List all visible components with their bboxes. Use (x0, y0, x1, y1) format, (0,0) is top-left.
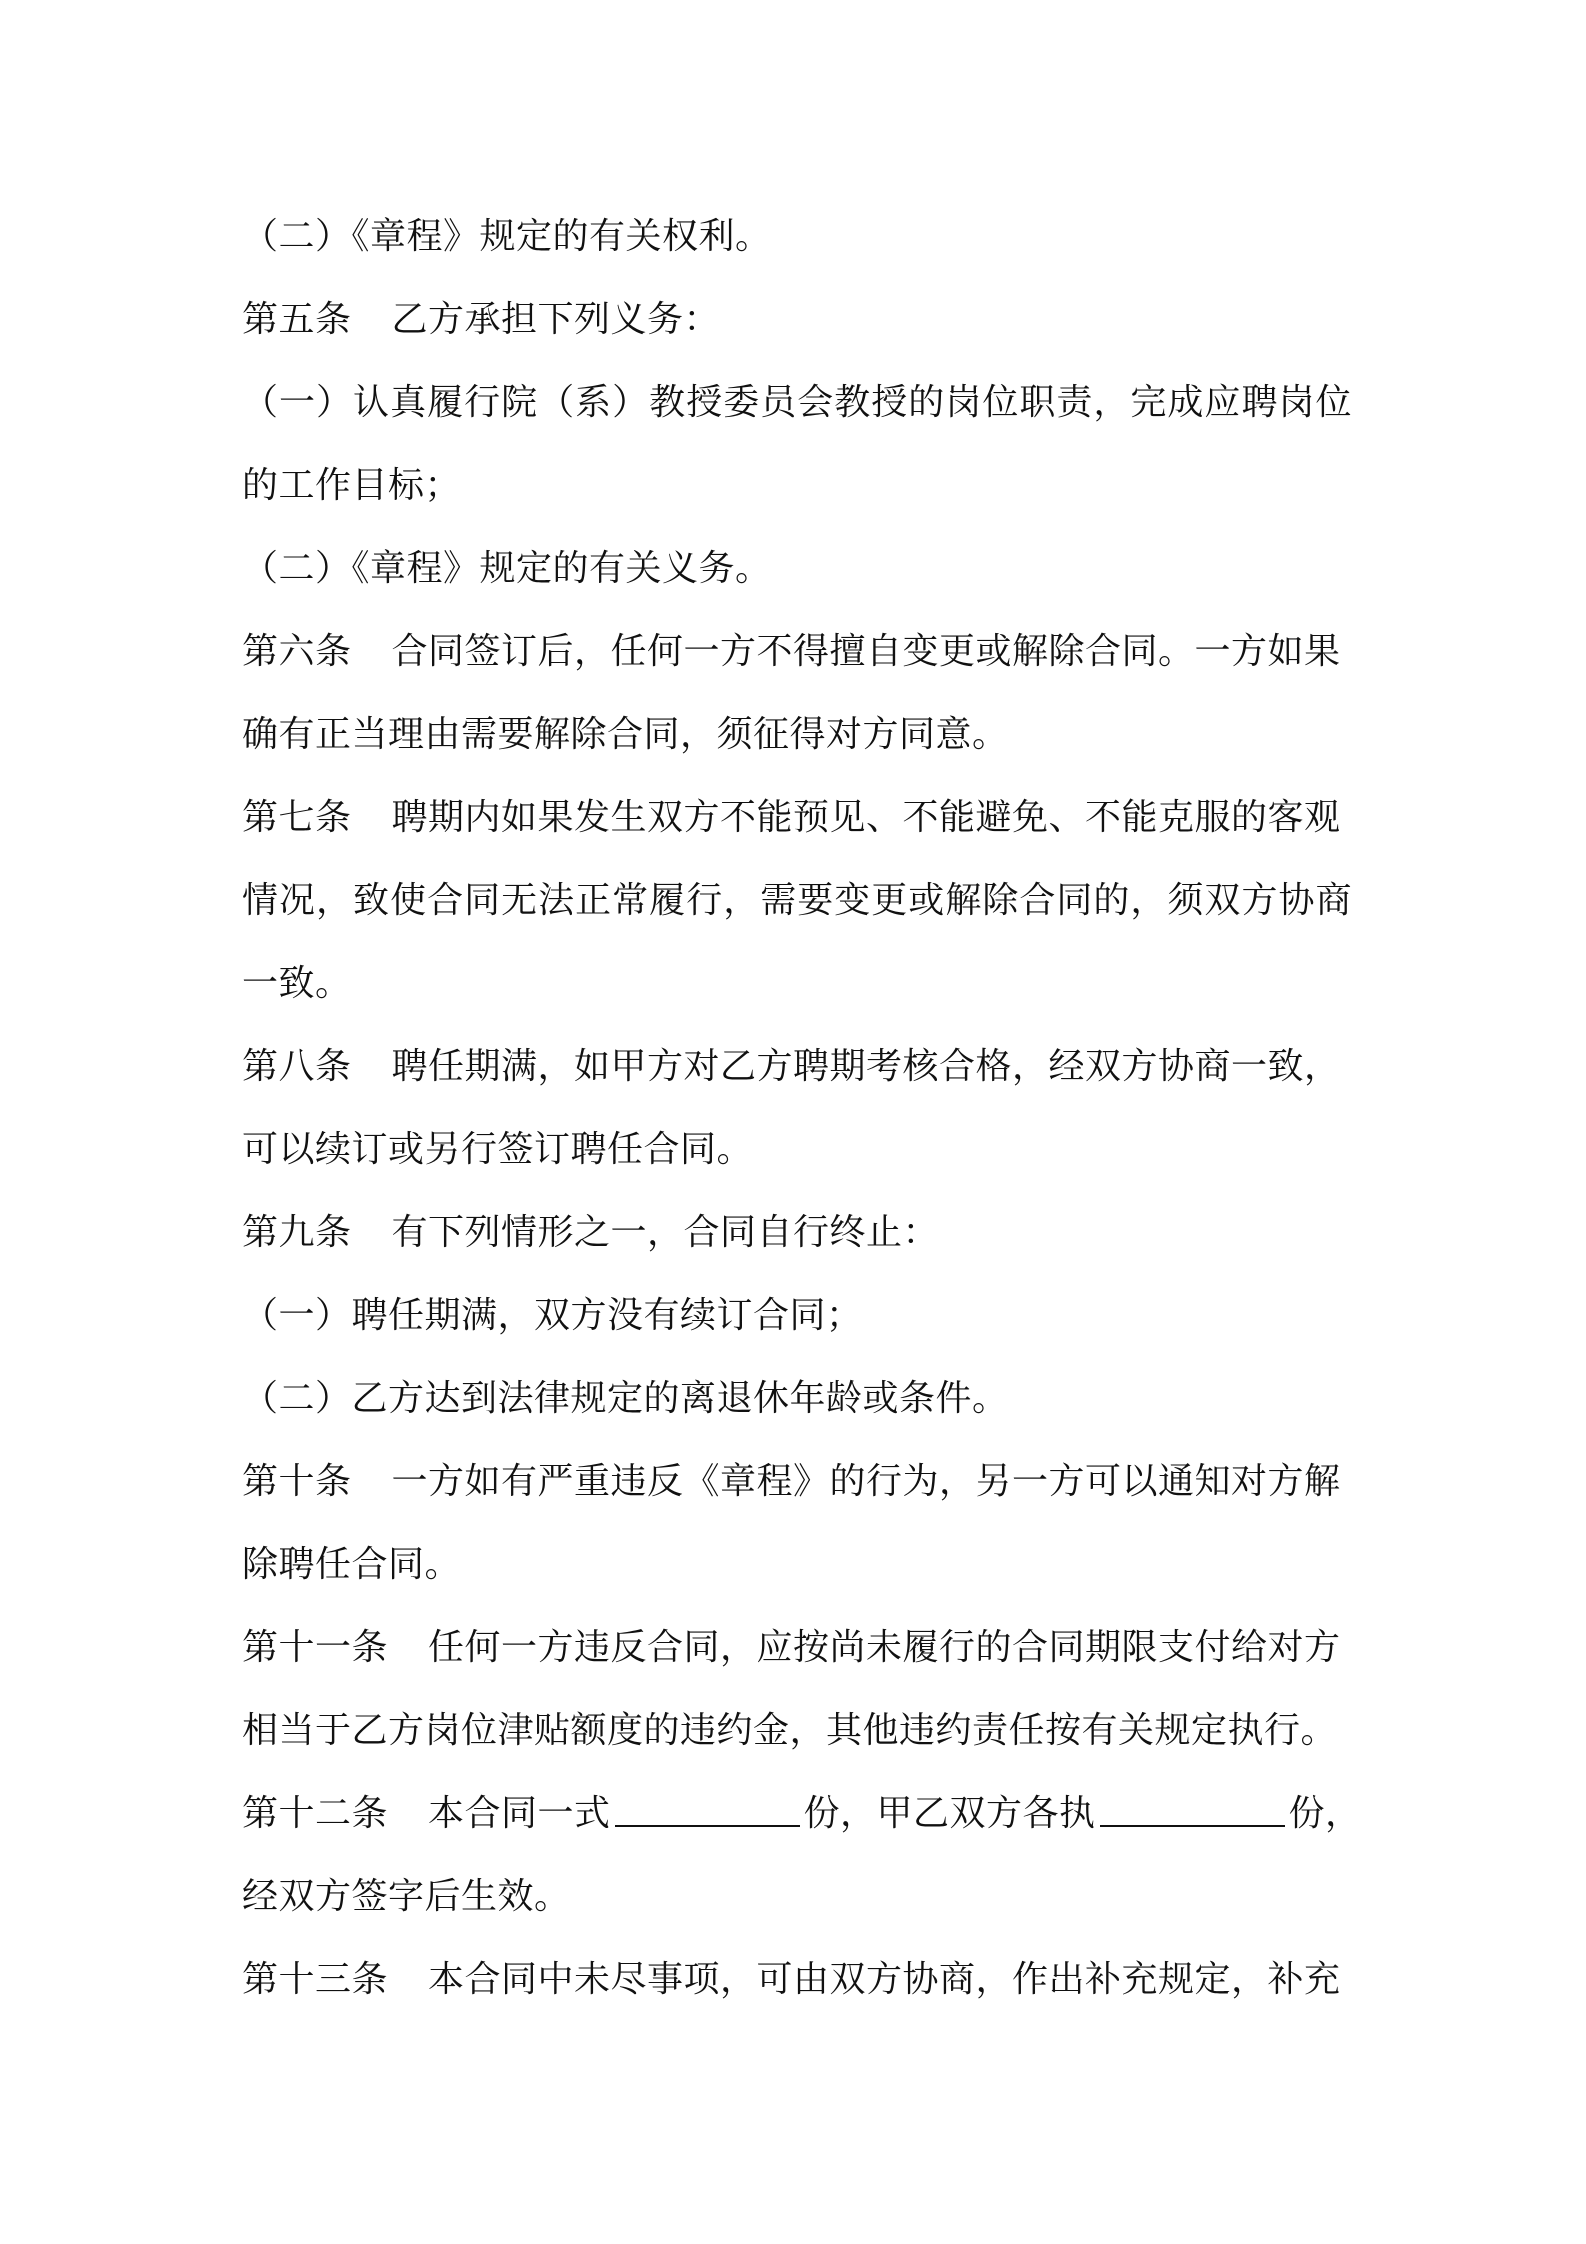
text-line (242, 1108, 1352, 1191)
article-number: 第十二条 (242, 1793, 389, 1834)
text-line (242, 942, 1352, 1025)
clause-text: 有下列情形之一，合同自行终止： (391, 1212, 940, 1253)
clause-text: 经双方签字后生效。 (242, 1876, 571, 1917)
text-line (242, 1689, 1352, 1772)
article-number: 第八条 (242, 1046, 352, 1087)
text-line (242, 610, 1352, 693)
clause-text: 的工作目标； (242, 465, 462, 506)
clause-text: 乙方承担下列义务： (391, 299, 721, 340)
text-line (242, 1440, 1352, 1523)
copies-blank-field (615, 1795, 800, 1827)
text-line (242, 361, 1352, 444)
text-line (242, 444, 1352, 527)
clause-text: （二）《章程》规定的有关义务。 (242, 548, 772, 589)
article-number: 第六条 (242, 631, 352, 672)
clause-text: （一）聘任期满，双方没有续订合同； (242, 1295, 863, 1336)
article-number: 第五条 (242, 299, 352, 340)
clause-text: 一致。 (242, 963, 352, 1004)
clause-text: 一方如有严重违反《章程》的行为，另一方可以通知对方解 (391, 1461, 1341, 1502)
article-number: 第九条 (242, 1212, 352, 1253)
article-number: 第十一条 (242, 1627, 389, 1668)
text-line (242, 859, 1352, 942)
text-line (242, 1606, 1352, 1689)
clause-text: 聘任期满，如甲方对乙方聘期考核合格，经双方协商一致， (391, 1046, 1341, 1087)
article-number: 第七条 (242, 797, 352, 838)
article-number: 第十三条 (242, 1959, 389, 2000)
clause-text: 份， (1288, 1793, 1362, 1834)
clause-text: 确有正当理由需要解除合同，须征得对方同意。 (242, 714, 1009, 755)
text-line (242, 278, 1352, 361)
clause-text: 份，甲乙双方各执 (803, 1793, 1096, 1834)
text-line (242, 693, 1352, 776)
clause-text: 本合同一式 (428, 1793, 611, 1834)
clause-text: 本合同中未尽事项，可由双方协商，作出补充规定，补充 (428, 1959, 1341, 2000)
text-line (242, 527, 1352, 610)
text-line (242, 1191, 1352, 1274)
article-number: 第十条 (242, 1461, 352, 1502)
clause-text: 情况，致使合同无法正常履行，需要变更或解除合同的，须双方协商 (242, 880, 1352, 921)
text-line (242, 1772, 1362, 1855)
text-line (242, 1523, 1352, 1606)
text-line (242, 195, 1352, 278)
copies-each-blank-field (1100, 1795, 1285, 1827)
text-line (242, 1938, 1352, 2021)
clause-text: 可以续订或另行签订聘任合同。 (242, 1129, 754, 1170)
clause-text: 任何一方违反合同，应按尚未履行的合同期限支付给对方 (428, 1627, 1341, 1668)
contract-text (242, 195, 1362, 2021)
text-line (242, 1357, 1352, 1440)
clause-text: （二）《章程》规定的有关权利。 (242, 216, 772, 257)
clause-text: （一）认真履行院（系）教授委员会教授的岗位职责，完成应聘岗位 (242, 382, 1352, 423)
clause-text: 合同签订后，任何一方不得擅自变更或解除合同。一方如果 (391, 631, 1341, 672)
text-line (242, 1025, 1352, 1108)
clause-text: 除聘任合同。 (242, 1544, 462, 1585)
clause-text: 聘期内如果发生双方不能预见、不能避免、不能克服的客观 (391, 797, 1341, 838)
clause-text: 相当于乙方岗位津贴额度的违约金，其他违约责任按有关规定执行。 (242, 1710, 1338, 1751)
text-line (242, 1274, 1352, 1357)
text-line (242, 776, 1352, 859)
text-line (242, 1855, 1352, 1938)
clause-text: （二）乙方达到法律规定的离退休年龄或条件。 (242, 1378, 1009, 1419)
